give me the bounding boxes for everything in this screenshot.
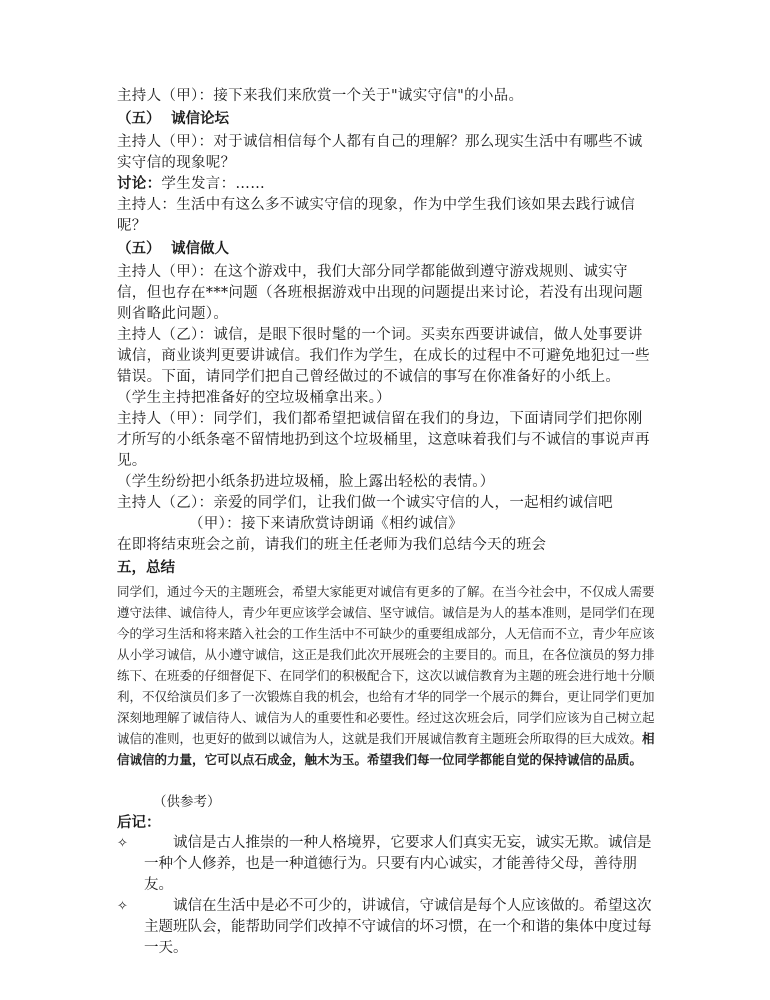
section-heading-forum [117, 109, 657, 130]
summary-paragraph [117, 581, 657, 770]
sparkle-bullet-icon: ✧ [117, 899, 128, 914]
discussion-label: 讨论： [117, 176, 162, 192]
host-line-practice: 主持人：生活中有这么多不诚实守信的现象，作为中学生我们该如果去践行诚信呢？ [117, 197, 635, 234]
summary-heading: 五，总结 [117, 560, 175, 576]
afterword-heading: 后记： [117, 814, 161, 831]
host-line-invite: 主持人（乙）：亲爱的同学们，让我们做一个诚实守信的人，一起相约诚信吧 [117, 495, 613, 511]
afterword-item [117, 833, 657, 896]
afterword-item-text: 诚信是古人推崇的一种人格境界，它要求人们真实无妄，诚实无欺。诚信是一种个人修养，也是一种道德行为。只要有内心诚实，才能善待父母，善待朋友。 [144, 835, 652, 893]
section-number: （五） [117, 241, 161, 257]
discussion-line [117, 174, 657, 195]
stage-direction-throw: （学生纷纷把小纸条扔进垃圾桶，脸上露出轻松的表情。） [117, 474, 495, 490]
reference-note: （供参考） [153, 794, 221, 810]
summary-bold-text: 相信诚信的力量，它可以点石成金，触木为玉。希望我们每一位同学都能自觉的保持诚信的品质。 [117, 731, 655, 767]
section-number: （五） [117, 111, 161, 127]
closing-intro: 在即将结束班会之前，请我们的班主任老师为我们总结今天的班会 [117, 537, 547, 553]
section-title: 诚信论坛 [171, 111, 229, 127]
stage-direction-bin: （学生主持把准备好的空垃圾桶拿出来。） [117, 390, 391, 406]
host-line-integrity: 主持人（乙）：诚信，是眼下很时髦的一个词。买卖东西要讲诚信，做人处事要讲诚信，商业谈判更要讲诚信。我们作为学生，在成长的过程中不可避免地犯过一些错误。下面，请同学们把自己曾经做过的不诚信的事写在你准备好的小纸上。 [117, 327, 650, 385]
host-line-question: 主持人（甲）：对于诚信相信每个人都有自己的理解？那么现实生活中有哪些不诚实守信的现象呢？ [117, 134, 643, 171]
host-line-game: 主持人（甲）：在这个游戏中，我们大部分同学都能做到遵守游戏规则、诚实守信，但也存在***问题（各班根据游戏中出现的问题提出来讨论，若没有出现问题则省略此问题）。 [117, 264, 643, 322]
section-title: 诚信做人 [171, 241, 229, 257]
afterword-item-text: 诚信在生活中是必不可少的，讲诚信，守诚信是每个人应该做的。希望这次主题班队会，能帮助同学们改掉不守诚信的坏习惯，在一个和谐的集体中度过每一天。 [144, 898, 652, 956]
sparkle-bullet-icon: ✧ [117, 836, 128, 851]
summary-text: 同学们，通过今天的主题班会，希望大家能更对诚信有更多的了解。在当今社会中，不仅成人需要遵守法律、诚信待人，青少年更应该学会诚信、坚守诚信。诚信是为人的基本准则，是同学们在现今的学习生活和将来踏入社会的工作生活中不可缺少的重要组成部分，人无信而不立，青少年应该从小学习诚信，从小遵守诚信，这正是我们此次开展班会的主要目的。而且，在各位演员的努力排练下、在班委的仔细督促下、在同学们的积极配合下，这次以诚信教育为主题的班会进行地十分顺利，不仅给演员们多了一次锻炼自我的机会，也给有才华的同学一个展示的舞台，更让同学们更加深刻地理解了诚信待人、诚信为人的重要性和必要性。经过这次班会后，同学们应该为自己树立起诚信的准则，也更好的做到以诚信为人，这就是我们开展诚信教育主题班会所取得的巨大成效。 [117, 584, 655, 746]
discussion-text: 学生发言：…… [161, 176, 266, 192]
host-line-skit: 主持人（甲）：接下来我们来欣赏一个关于"诚实守信"的小品。 [117, 88, 524, 104]
document-page [117, 86, 657, 959]
host-line-poem: （甲）：接下来请欣赏诗朗诵《相约诚信》 [189, 516, 463, 532]
afterword-item [117, 896, 657, 959]
section-heading-conduct [117, 239, 657, 260]
host-line-farewell: 主持人（甲）：同学们，我们都希望把诚信留在我们的身边，下面请同学们把你刚才所写的小纸条毫不留情地扔到这个垃圾桶里，这意味着我们与不诚信的事说声再见。 [117, 411, 650, 469]
